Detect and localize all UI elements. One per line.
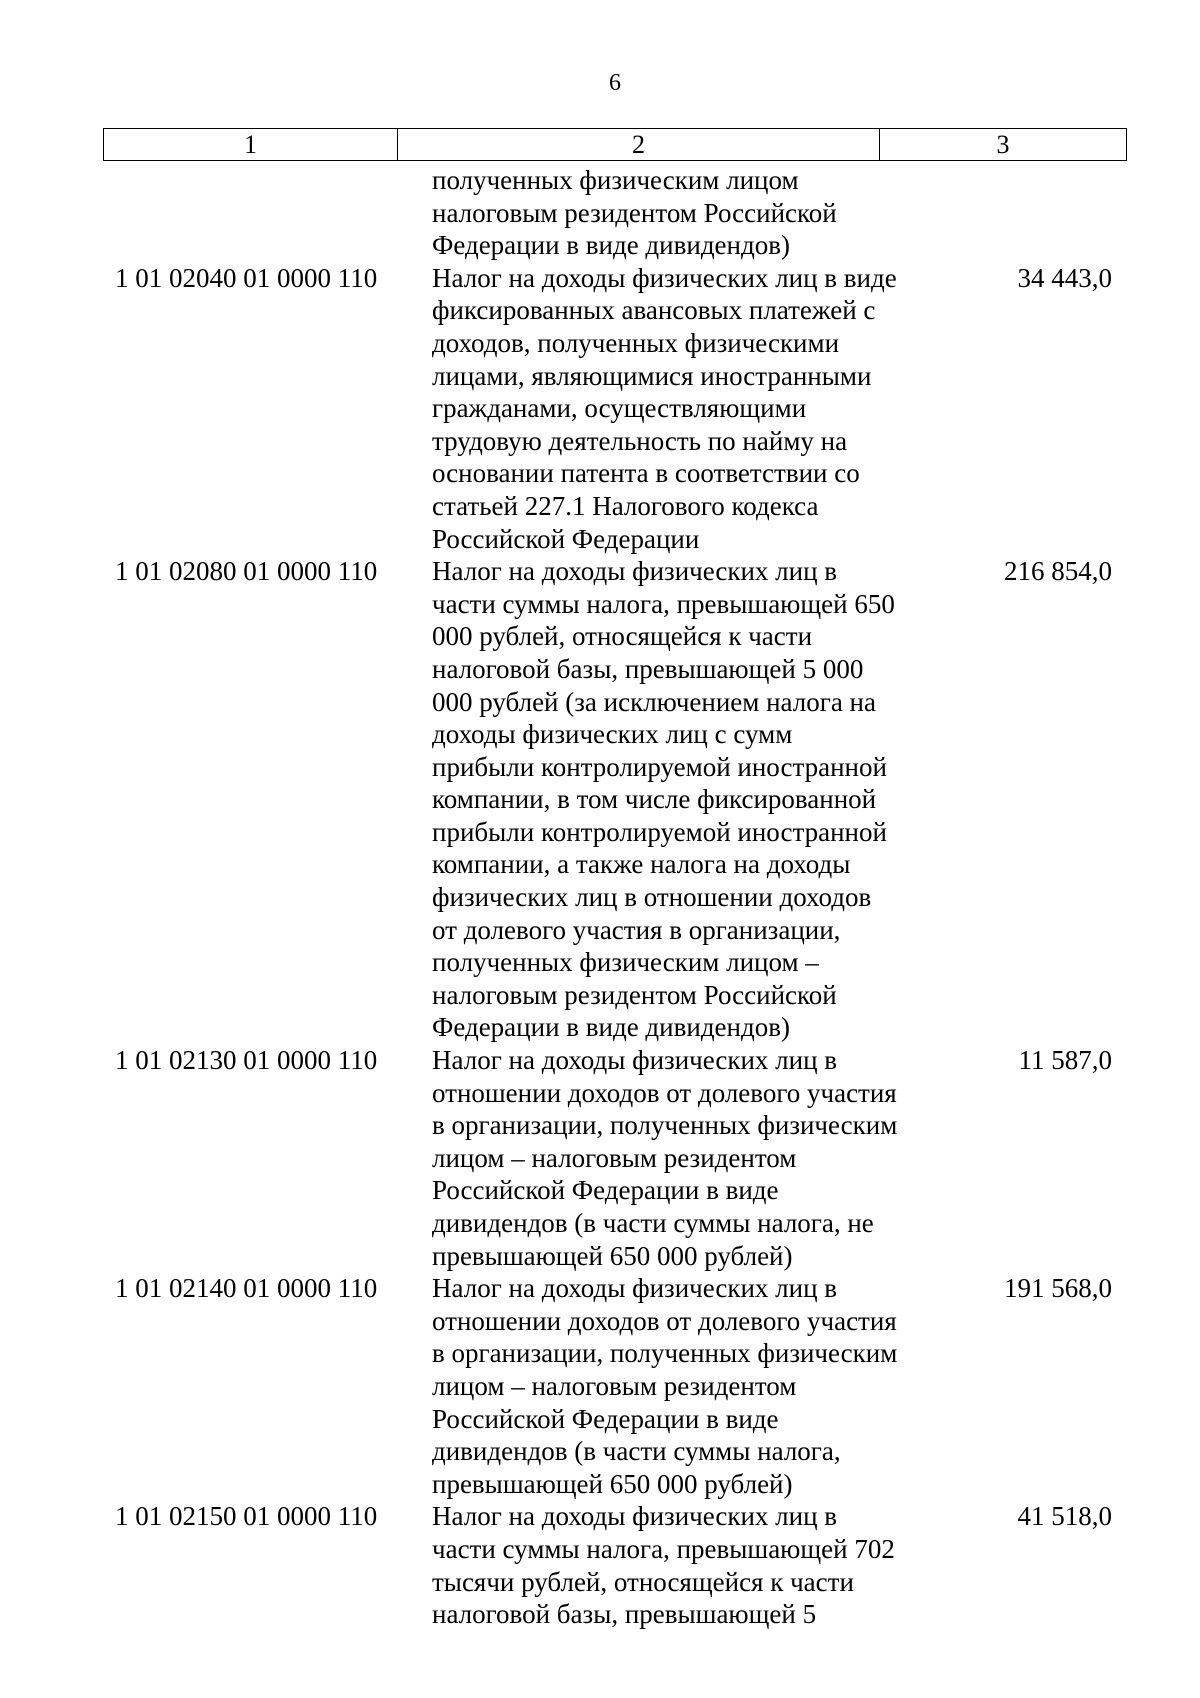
description-line: статьей 227.1 Налогового кодекса: [432, 490, 819, 521]
budget-code: 1 01 02130 01 0000 110: [115, 1045, 378, 1076]
column-header-table: [103, 128, 1127, 161]
amount-value: 41 518,0: [1017, 1501, 1112, 1532]
description-line: основании патента в соответствии со: [432, 458, 860, 489]
description-line: налоговым резидентом Российской: [432, 197, 837, 228]
description-line: от долевого участия в организации,: [432, 914, 841, 945]
description-line: налоговой базы, превышающей 5: [432, 1599, 817, 1630]
budget-code: 1 01 02040 01 0000 110: [115, 262, 378, 293]
column-header-row: [104, 129, 1127, 161]
description-line: превышающей 650 000 рублей): [432, 1468, 793, 1499]
description-line: прибыли контролируемой иностранной: [432, 816, 887, 847]
description-line: прибыли контролируемой иностранной: [432, 751, 887, 782]
description-line: полученных физическим лицом: [432, 165, 799, 195]
description-line: отношении доходов от долевого участия: [432, 1077, 897, 1108]
budget-code: 1 01 02080 01 0000 110: [115, 556, 378, 587]
description-line: лицом – налоговым резидентом: [432, 1142, 797, 1173]
description-line: Налог на доходы физических лиц в: [432, 1045, 838, 1076]
column-header-3: 3: [880, 129, 1127, 161]
amount-value: 191 568,0: [1004, 1273, 1112, 1304]
table-row: [0, 555, 1200, 1044]
description-line: Налог на доходы физических лиц в: [432, 556, 838, 587]
income-description: [432, 262, 932, 555]
budget-code: 1 01 02150 01 0000 110: [115, 1501, 378, 1532]
description-line: в организации, полученных физическим: [432, 1338, 898, 1369]
column-header-1: 1: [104, 129, 398, 161]
table-row: [0, 1272, 1200, 1500]
description-line: Федерации в виде дивидендов): [432, 1012, 790, 1043]
table-row: [0, 164, 1200, 262]
page-number: 6: [609, 70, 621, 96]
description-line: доходов, полученных физическими: [432, 327, 840, 358]
description-line: Налог на доходы физических лиц в: [432, 1273, 838, 1304]
description-line: Российской Федерации: [432, 523, 700, 554]
description-line: в организации, полученных физическим: [432, 1110, 898, 1141]
budget-rows: [0, 164, 1200, 1631]
table-row: [0, 1044, 1200, 1272]
description-line: Российской Федерации в виде: [432, 1403, 779, 1434]
table-row: [0, 262, 1200, 555]
description-line: лицами, являющимися иностранными: [432, 360, 872, 391]
description-line: дивидендов (в части суммы налога,: [432, 1436, 841, 1467]
income-description: [432, 1272, 932, 1500]
description-line: налоговым резидентом Российской: [432, 979, 837, 1010]
amount-value: 11 587,0: [1018, 1045, 1112, 1076]
description-line: лицом – налоговым резидентом: [432, 1370, 797, 1401]
description-line: отношении доходов от долевого участия: [432, 1305, 897, 1336]
amount-value: 34 443,0: [1017, 262, 1112, 293]
description-line: дивидендов (в части суммы налога, не: [432, 1208, 874, 1238]
income-description: [432, 1500, 932, 1630]
description-line: тысячи рублей, относящейся к части: [432, 1566, 854, 1597]
income-description: [432, 164, 932, 262]
description-line: Федерации в виде дивидендов): [432, 230, 790, 261]
description-line: Налог на доходы физических лиц в: [432, 1501, 838, 1532]
description-line: части суммы налога, превышающей 702: [432, 1533, 895, 1564]
description-line: превышающей 650 000 рублей): [432, 1240, 793, 1271]
description-line: Налог на доходы физических лиц в виде: [432, 262, 897, 293]
description-line: 000 рублей (за исключением налога на: [432, 686, 876, 717]
income-description: [432, 555, 932, 1044]
budget-code: 1 01 02140 01 0000 110: [115, 1273, 378, 1304]
description-line: трудовую деятельность по найму на: [432, 425, 848, 456]
description-line: Российской Федерации в виде: [432, 1175, 779, 1206]
description-line: налоговой базы, превышающей 5 000: [432, 653, 864, 684]
description-line: 000 рублей, относящейся к части: [432, 621, 813, 652]
description-line: доходы физических лиц с сумм: [432, 719, 793, 750]
column-header-2: 2: [398, 129, 880, 161]
income-description: [432, 1044, 932, 1272]
description-line: физических лиц в отношении доходов: [432, 882, 872, 913]
description-line: фиксированных авансовых платежей с: [432, 295, 876, 326]
description-line: полученных физическим лицом –: [432, 947, 819, 978]
description-line: компании, а также налога на доходы: [432, 849, 851, 880]
description-line: гражданами, осуществляющими: [432, 393, 807, 424]
description-line: компании, в том числе фиксированной: [432, 784, 877, 815]
table-row: [0, 1500, 1200, 1630]
description-line: части суммы налога, превышающей 650: [432, 588, 895, 619]
amount-value: 216 854,0: [1004, 556, 1112, 587]
